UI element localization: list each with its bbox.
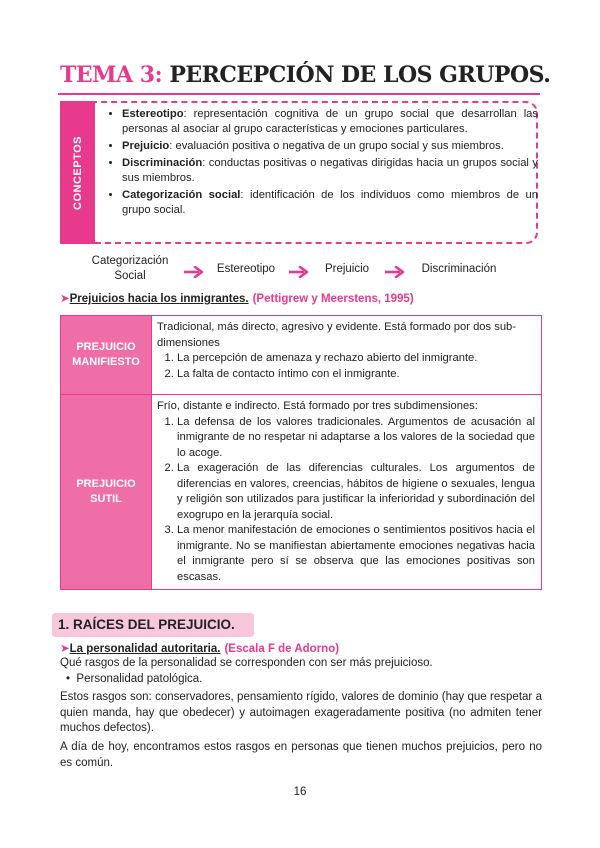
- concept-definition: : identificación de los individuos como miembros de un grupo social.: [122, 189, 538, 216]
- row-content: [152, 316, 542, 395]
- immigrants-heading: [60, 291, 414, 305]
- section-heading-text: 1. RAÍCES DEL PREJUICIO.: [58, 617, 235, 632]
- flow-step-line: Social: [114, 270, 146, 282]
- list-item: 2. La falta de contacto íntimo con el inmigrante.: [177, 367, 535, 383]
- page-number: 16: [293, 786, 307, 798]
- heading-reference: (Escala F de Adorno): [224, 643, 340, 655]
- page-title: [60, 62, 550, 88]
- bullet-text: Personalidad patológica.: [76, 673, 203, 685]
- arrow-right-icon: [384, 266, 408, 278]
- flow-step-categorizacion: [86, 254, 174, 284]
- paragraph: Estos rasgos son: conservadores, pensamiento rígido, valores de dominio (hay que respetar a quien manda, hay que obedecer) y autoimagen exageradamente positiva (no admiten tener muchos defectos).: [60, 691, 542, 734]
- personality-heading: [60, 641, 339, 655]
- concept-item-categorizacion: [122, 188, 538, 218]
- flow-step-estereotipo: Estereotipo: [216, 263, 276, 275]
- concept-term: Prejuicio: [122, 140, 170, 152]
- heading-reference: (Pettigrew y Meerstens, 1995): [252, 293, 414, 305]
- label-line: PREJUICIO: [76, 341, 136, 353]
- title-prefix: TEMA 3:: [60, 62, 163, 88]
- list-item: 3. La menor manifestación de emociones o sentimientos positivos hacia el inmigrante. No se manifiestan abiertamente emociones negativas hacia el inmigrante pero sí se observa que las emociones positivas son escasas.: [177, 523, 535, 585]
- row-label: [61, 395, 152, 590]
- list-item: 2. La exageración de las diferencias culturales. Los argumentos de diferencias en valores, creencias, hábitos de higiene o sexuales, lengua y religión son utilizados para justificar la inferioridad y subordinación del exogrupo en la jerarquía social.: [177, 461, 535, 523]
- row-list: [157, 415, 535, 586]
- concept-term: Categorización social: [122, 189, 241, 201]
- arrow-marker-icon: ➤: [60, 643, 70, 655]
- concept-item-prejuicio: [122, 139, 538, 154]
- flow-step-line: Categorización: [91, 255, 169, 267]
- row-list: [157, 351, 535, 382]
- label-line: MANIFIESTO: [72, 356, 140, 368]
- concepts-tab: [60, 101, 95, 244]
- title-text: PERCEPCIÓN DE LOS GRUPOS.: [169, 62, 551, 88]
- concept-definition: : evaluación positiva o negativa de un grupo social y sus miembros.: [169, 140, 504, 152]
- concept-item-discriminacion: [122, 156, 538, 186]
- concepts-tab-label: CONCEPTOS: [71, 135, 84, 210]
- arrow-right-icon: [183, 266, 207, 278]
- table-row: [61, 395, 542, 590]
- question-text: Qué rasgos de la personalidad se corresponden con ser más prejuicioso.: [60, 657, 433, 669]
- row-intro: Tradicional, más directo, agresivo y evidente. Está formado por dos sub-dimensiones: [157, 321, 516, 349]
- concept-definition: : representación cognitiva de un grupo social que desarrollan las personas al asociar al grupo características y emociones particulares.: [122, 108, 538, 135]
- arrow-marker-icon: ➤: [60, 293, 70, 305]
- title-underline: [58, 93, 540, 95]
- flow-step-prejuicio: Prejuicio: [324, 263, 370, 275]
- prejudice-table: [60, 315, 542, 590]
- flow-step-discriminacion: Discriminación: [421, 263, 497, 275]
- bullet-dot-icon: •: [66, 673, 77, 685]
- list-item: 1. La percepción de amenaza y rechazo abierto del inmigrante.: [177, 351, 535, 367]
- concept-item-estereotipo: [122, 107, 538, 137]
- bullet-item: [66, 673, 202, 685]
- heading-text: La personalidad autoritaria.: [69, 643, 221, 655]
- paragraph: A día de hoy, encontramos estos rasgos en personas que tienen muchos prejuicios, pero no es común.: [60, 741, 542, 769]
- label-line: PREJUICIO: [76, 478, 136, 490]
- arrow-right-icon: [288, 266, 312, 278]
- label-line: SUTIL: [90, 493, 122, 505]
- concept-term: Discriminación: [122, 157, 203, 169]
- table-row: [61, 316, 542, 395]
- concept-definition: : conductas positivas o negativas dirigidas hacia un grupos social y sus miembros.: [122, 157, 538, 184]
- heading-text: Prejuicios hacia los inmigrantes.: [69, 293, 249, 305]
- row-content: [152, 395, 542, 590]
- row-intro: Frío, distante e indirecto. Está formado por tres subdimensiones:: [157, 400, 478, 412]
- section-heading-1: [52, 613, 254, 637]
- concept-flow: [0, 254, 600, 286]
- row-label: [61, 316, 152, 395]
- list-item: 1. La defensa de los valores tradicionales. Argumentos de acusación al inmigrante de no respetar ni adaptarse a los valores de la sociedad que lo acoge.: [177, 415, 535, 462]
- concept-term: Estereotipo: [122, 108, 184, 120]
- concepts-list: [108, 107, 538, 220]
- concepts-box: [60, 101, 538, 244]
